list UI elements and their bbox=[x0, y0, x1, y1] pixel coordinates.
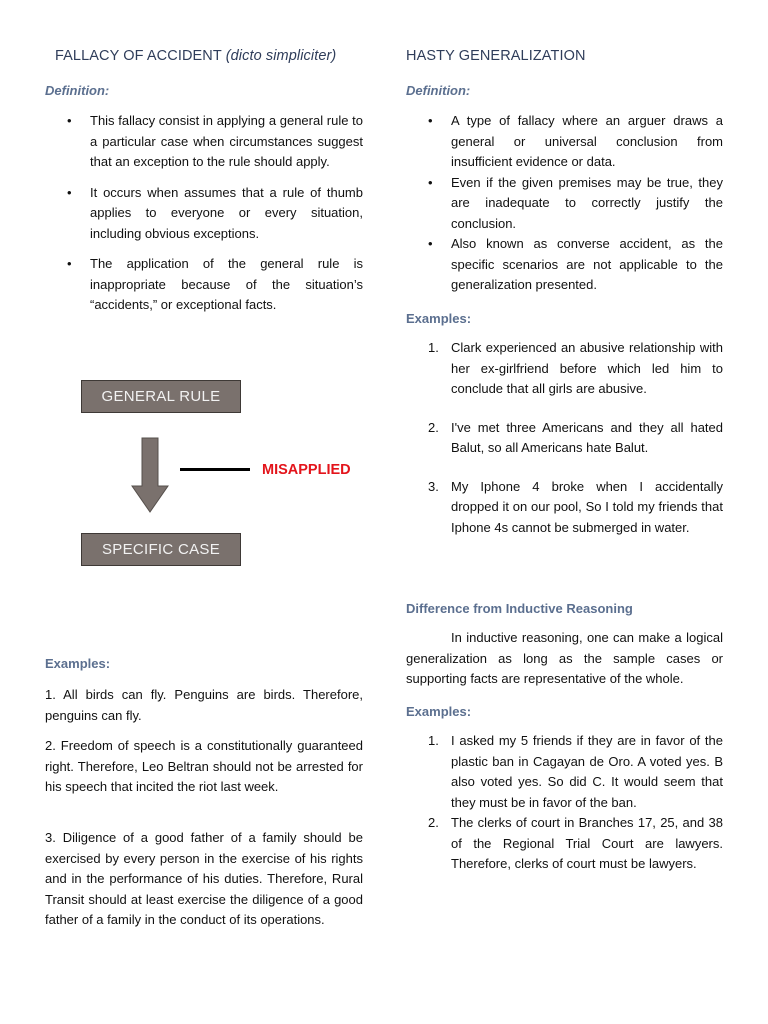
list-item: • Also known as converse accident, as the specific scenarios are not applicable to the generalization presented. bbox=[406, 234, 723, 296]
list-item bbox=[406, 813, 723, 875]
list-text: My Iphone 4 broke when I accidentally dropped it on our pool, So I told my friends that Iphone 4s cannot be submerged in water. bbox=[451, 478, 723, 535]
list-text: I've met three Americans and they all hated Balut, so all Americans hate Balut. bbox=[451, 419, 723, 455]
list-item: • A type of fallacy where an arguer draws a general or universal conclusion from insufficient evidence or data. bbox=[406, 111, 723, 173]
right-examples-list bbox=[406, 338, 723, 538]
difference-label: Difference from Inductive Reasoning bbox=[406, 601, 633, 616]
list-number: 1. bbox=[428, 733, 439, 748]
list-item bbox=[406, 418, 723, 459]
list-text: I asked my 5 friends if they are in favor of the plastic ban in Cagayan de Oro. A voted yes. B also voted yes. So did C. It would seem that they must be in favor of the ban. bbox=[451, 733, 723, 810]
misapplied-label: MISAPPLIED bbox=[262, 462, 351, 478]
left-example-2: 2. Freedom of speech is a constitutionally guaranteed right. Therefore, Leo Beltran should not be arrested for his speech that incited the riot last week. bbox=[45, 738, 363, 794]
left-example-1: 1. All birds can fly. Penguins are birds. Therefore, penguins can fly. bbox=[45, 687, 363, 723]
left-definition-label: Definition: bbox=[45, 83, 110, 98]
right-examples2-list bbox=[406, 731, 723, 875]
list-item bbox=[406, 338, 723, 400]
right-title: HASTY GENERALIZATION bbox=[406, 48, 586, 64]
specific-case-box: SPECIFIC CASE bbox=[81, 533, 241, 566]
left-examples-label: Examples: bbox=[45, 656, 111, 671]
list-item: • Even if the given premises may be true, they are inadequate to correctly justify the conclusion. bbox=[406, 173, 723, 235]
right-definition-label: Definition: bbox=[406, 83, 471, 98]
list-number: 2. bbox=[428, 419, 439, 435]
list-text: The clerks of court in Branches 17, 25, and 38 of the Regional Trial Court are lawyers. Therefore, clerks of court must be lawyers. bbox=[451, 815, 723, 871]
right-examples2-label: Examples: bbox=[406, 704, 472, 719]
left-title-italic: (dicto simpliciter) bbox=[225, 48, 337, 64]
list-item: • It occurs when assumes that a rule of thumb applies to everyone or every situation, including obvious exceptions. bbox=[45, 183, 363, 245]
list-item bbox=[406, 731, 723, 813]
down-arrow-icon bbox=[130, 436, 172, 514]
list-item: • This fallacy consist in applying a general rule to a particular case when circumstances suggest that an exception to the rule should apply. bbox=[45, 111, 363, 173]
left-definition-list bbox=[45, 111, 363, 316]
list-item: • The application of the general rule is inappropriate because of the situation’s “accidents,” or exceptional facts. bbox=[45, 254, 363, 316]
left-title bbox=[55, 48, 336, 64]
general-rule-box: GENERAL RULE bbox=[81, 380, 241, 413]
right-examples-label: Examples: bbox=[406, 311, 472, 326]
list-text: Clark experienced an abusive relationship with her ex-girlfriend before which led him to conclude that all girls are abusive. bbox=[451, 340, 723, 396]
list-number: 3. bbox=[428, 478, 439, 494]
list-number: 2. bbox=[428, 815, 439, 830]
misapplied-line bbox=[180, 468, 250, 471]
right-definition-list bbox=[406, 111, 723, 296]
left-example-3: 3. Diligence of a good father of a family should be exercised by every person in the exercise of his rights and in the performance of his duties. Therefore, Rural Transit should at least exercise the diligence of a good father of a family in the conduct of its operations. bbox=[45, 830, 363, 927]
left-title-text: FALLACY OF ACCIDENT bbox=[55, 48, 226, 64]
list-item bbox=[406, 477, 723, 539]
difference-text: In inductive reasoning, one can make a logical generalization as long as the sample cases or supporting facts are representative of the whole. bbox=[406, 630, 723, 686]
list-number: 1. bbox=[428, 340, 439, 355]
